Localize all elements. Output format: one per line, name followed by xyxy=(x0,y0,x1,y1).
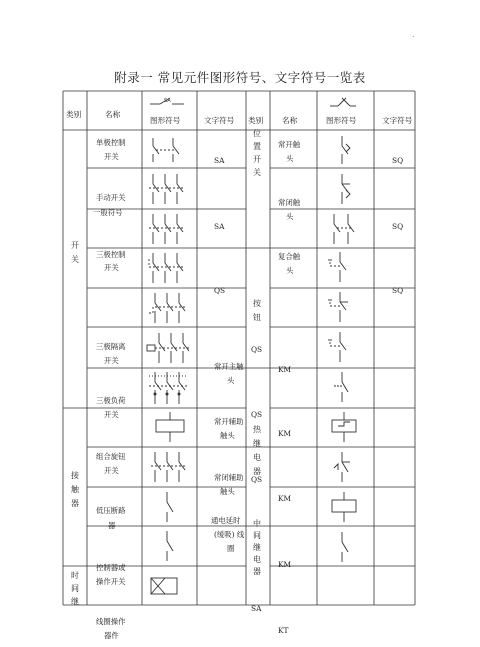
left-name-2b: 一般符号 xyxy=(93,208,123,217)
left-name-5a: 三极负荷 xyxy=(96,396,126,405)
left-code-3: QS xyxy=(214,286,226,295)
left-name-2a: 手动开关 xyxy=(96,193,126,202)
category-position-4: 关 xyxy=(253,168,261,177)
relay-contact-symbol xyxy=(330,530,360,564)
manual-switch-symbol xyxy=(147,172,193,206)
right-code-8: KT xyxy=(278,626,289,635)
right-code-2: SQ xyxy=(392,222,404,231)
category-contactor-1: 接 xyxy=(71,471,79,480)
category-time-1: 时 xyxy=(71,571,79,580)
category-time-2: 间 xyxy=(71,584,79,593)
left-code-6: QS xyxy=(251,475,263,484)
header-name-right: 名称 xyxy=(282,116,298,125)
right-code-4: KM xyxy=(278,365,292,374)
left-name-3b: 开关 xyxy=(104,263,119,272)
header-letter-left: 文字符号 xyxy=(204,116,235,125)
category-time-3: 继 xyxy=(71,597,79,606)
right-name-7a: 通电延时 xyxy=(211,516,241,525)
category-contactor-2: 触 xyxy=(71,485,79,494)
category-button-1: 按 xyxy=(253,299,261,308)
left-code-5: QS xyxy=(251,410,263,419)
header-letter-right: 文字符号 xyxy=(382,116,413,125)
category-switch-1: 开 xyxy=(71,241,79,250)
category-contactor-3: 器 xyxy=(71,499,79,508)
right-name-5b: 触头 xyxy=(220,431,235,440)
left-name-7a: 低压断路 xyxy=(96,506,126,515)
operating-coil-symbol xyxy=(147,570,187,600)
header-switch-symbol xyxy=(148,94,188,114)
limit-no-contact-symbol xyxy=(330,134,360,166)
load-switch-symbol xyxy=(147,370,193,406)
right-name-3b: 头 xyxy=(286,266,294,275)
limit-nc-contact-symbol xyxy=(330,172,360,206)
header-limit-symbol xyxy=(328,94,358,110)
left-name-7b: 器 xyxy=(108,521,116,530)
right-name-1a: 常开触 xyxy=(278,140,301,149)
category-relay-1: 中 xyxy=(253,519,261,528)
right-code-7: KM xyxy=(278,560,292,569)
single-pole-switch-symbol xyxy=(147,136,193,164)
right-name-2a: 常闭触 xyxy=(278,198,301,207)
controller-contact-symbol xyxy=(155,529,185,563)
left-name-1a: 单极控制 xyxy=(96,138,126,147)
header-symbol-right: 图形符号 xyxy=(326,116,357,125)
header-symbol-left: 图形符号 xyxy=(150,116,181,125)
category-position-1: 位 xyxy=(253,129,261,138)
svg-text:SA: SA xyxy=(164,98,171,104)
left-code-2: SA xyxy=(214,222,225,231)
right-code-1: SQ xyxy=(392,156,404,165)
left-name-9a: 线圈操作 xyxy=(96,617,126,626)
coil-symbol-1 xyxy=(148,410,194,444)
button-nc-symbol xyxy=(326,290,362,324)
right-name-3a: 复合触 xyxy=(278,252,301,261)
header-category-right: 类别 xyxy=(248,116,264,125)
right-name-2b: 头 xyxy=(286,212,294,221)
category-relay-5: 器 xyxy=(253,567,261,576)
right-name-1b: 头 xyxy=(286,154,294,163)
thermal-element-symbol xyxy=(326,410,366,444)
relay-coil-symbol xyxy=(326,490,366,524)
limit-compound-contact-symbol xyxy=(324,212,364,246)
button-no-symbol xyxy=(326,250,362,284)
left-code-4: QS xyxy=(251,345,263,354)
category-position-3: 开 xyxy=(253,155,261,164)
category-switch-2: 关 xyxy=(71,255,79,264)
category-button-2: 钮 xyxy=(253,313,261,322)
category-thermal-2: 继 xyxy=(253,439,261,448)
category-thermal-3: 电 xyxy=(253,453,261,462)
right-name-4a: 常开主触 xyxy=(214,362,244,371)
category-thermal-1: 热 xyxy=(253,425,261,434)
thermal-contact-symbol xyxy=(330,370,360,404)
rotary-switch-symbol xyxy=(147,450,193,484)
left-code-1: SA xyxy=(214,156,225,165)
left-name-9b: 器件 xyxy=(104,631,119,640)
right-name-6a: 常闭辅助 xyxy=(214,473,244,482)
left-name-6b: 开关 xyxy=(104,466,119,475)
page-title: 附录一 常见元件图形符号、文字符号一览表 xyxy=(114,70,366,85)
right-code-6: KM xyxy=(278,494,292,503)
category-relay-3: 继 xyxy=(253,543,261,552)
left-name-3a: 三极控制 xyxy=(96,250,126,259)
three-pole-switch-symbol-1 xyxy=(147,212,193,246)
breaker-contact-symbol xyxy=(155,490,185,524)
right-code-5: KM xyxy=(278,429,292,438)
category-position-2: 置 xyxy=(253,142,261,151)
right-code-3: SQ xyxy=(392,286,404,295)
corner-mark: . xyxy=(412,30,415,39)
right-name-6b: 触头 xyxy=(220,487,235,496)
right-name-7c: 圈 xyxy=(227,544,235,553)
isolating-switch-symbol-2 xyxy=(145,331,193,365)
category-relay-4: 电 xyxy=(253,555,261,564)
left-name-1b: 开关 xyxy=(104,152,119,161)
left-name-4a: 三极隔离 xyxy=(96,342,126,351)
button-compound-symbol xyxy=(326,330,366,364)
left-name-8b: 操作开关 xyxy=(96,577,126,586)
category-relay-2: 间 xyxy=(253,531,261,540)
isolating-switch-symbol-1 xyxy=(147,291,193,325)
left-code-7: SA xyxy=(251,604,262,613)
header-category-left: 类别 xyxy=(66,110,82,119)
right-name-5a: 常开辅助 xyxy=(214,417,244,426)
header-name-left: 名称 xyxy=(105,110,121,119)
left-name-6a: 组合旋钮 xyxy=(96,452,126,461)
left-name-4b: 开关 xyxy=(104,356,119,365)
right-name-4b: 头 xyxy=(227,376,235,385)
category-thermal-4: 器 xyxy=(253,467,261,476)
three-pole-switch-symbol-2 xyxy=(147,251,193,285)
thermal-nc-contact-symbol xyxy=(330,450,360,484)
right-name-7b: (缓吸) 线 xyxy=(214,530,245,539)
left-name-5b: 开关 xyxy=(104,410,119,419)
left-name-8a: 控制器或 xyxy=(96,563,126,572)
